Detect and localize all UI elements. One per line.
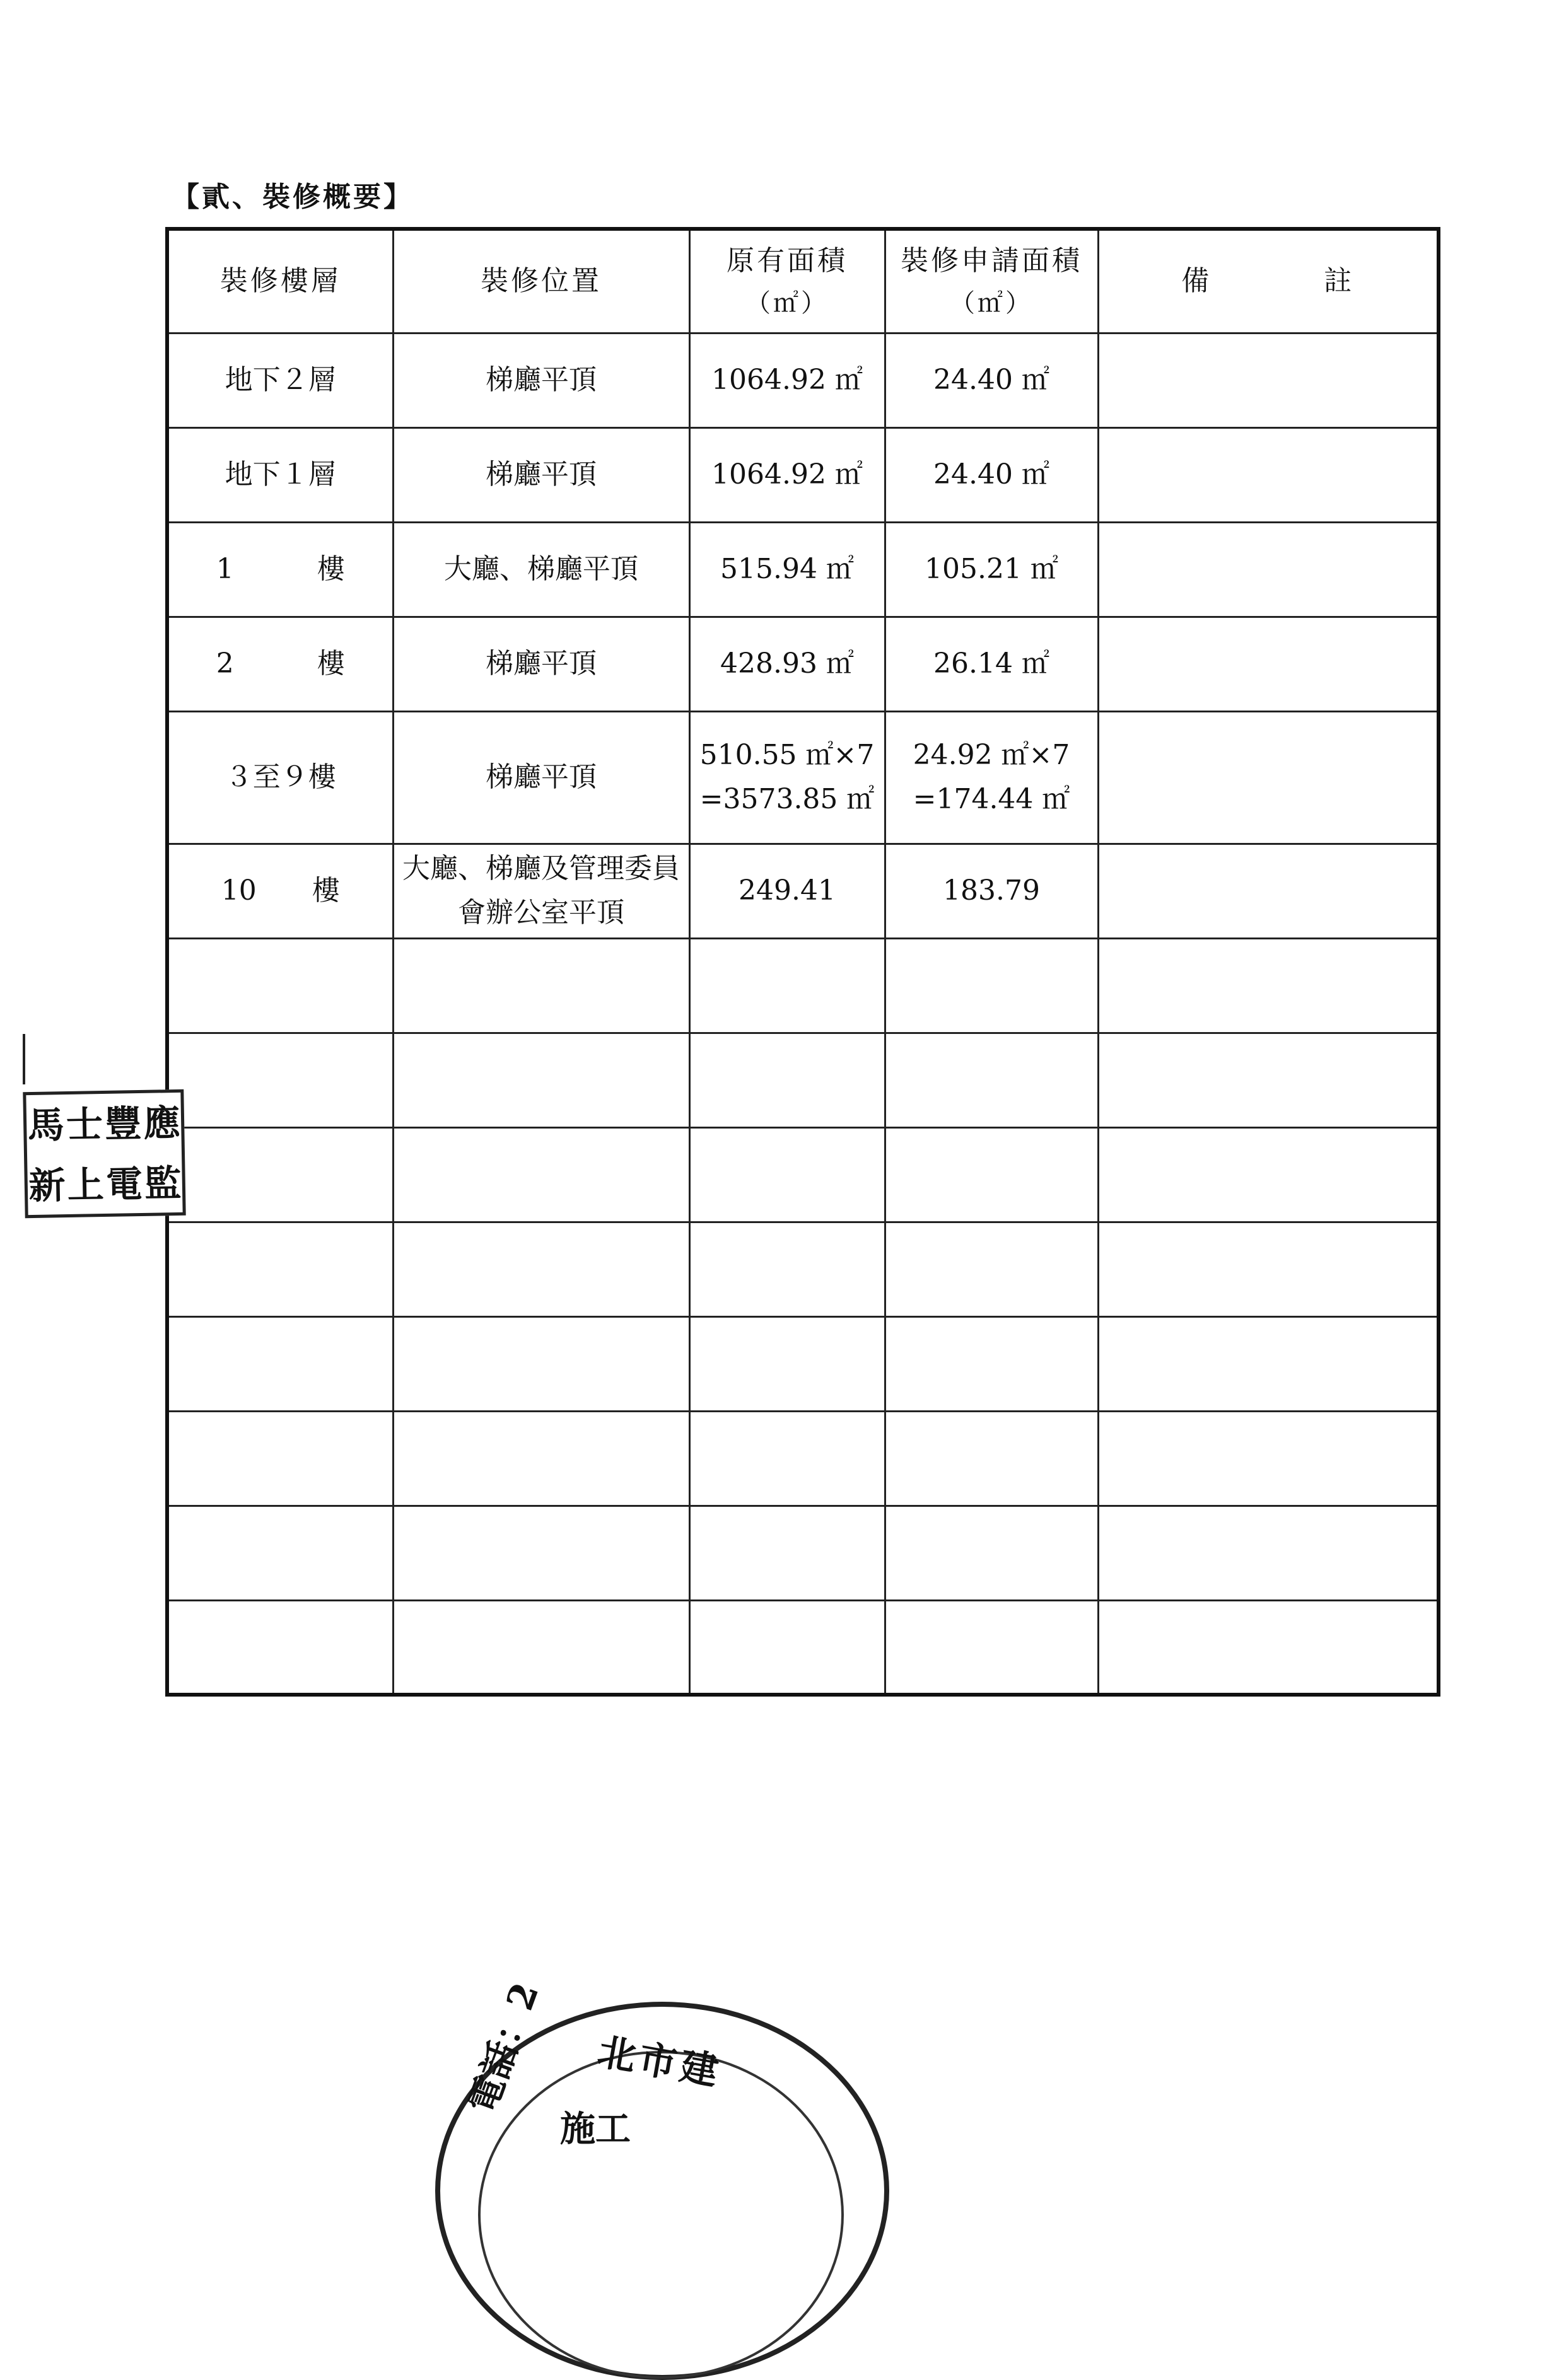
floor-cell xyxy=(167,617,393,711)
header-applied-area-label: 裝修申請面積 xyxy=(901,245,1082,277)
empty-cell xyxy=(689,938,885,1033)
empty-cell xyxy=(885,1506,1098,1600)
notes-cell xyxy=(1098,522,1439,617)
notes-cell xyxy=(1098,711,1439,844)
floor-cell xyxy=(167,522,393,617)
floor-cell xyxy=(167,333,393,427)
header-applied-area-unit: （㎡） xyxy=(950,289,1033,318)
original-area-cell-line-1: 428.93 ㎡ xyxy=(720,647,854,680)
empty-cell xyxy=(393,1127,689,1222)
round-stamp-agency: 北市建 xyxy=(594,2029,725,2095)
table-row xyxy=(167,844,1439,938)
empty-cell xyxy=(393,938,689,1033)
location-cell-line-1: 大廳、梯廳平頂 xyxy=(444,552,638,585)
floor-cell-line-1: 2 樓 xyxy=(216,647,345,680)
table-row xyxy=(167,333,1439,427)
applied-area-cell-line-1: 105.21 ㎡ xyxy=(925,552,1058,585)
empty-table-row xyxy=(167,1033,1439,1127)
empty-cell xyxy=(1098,938,1439,1033)
seal-char: 應 xyxy=(143,1101,181,1145)
empty-cell xyxy=(885,1600,1098,1695)
applied-area-cell xyxy=(885,711,1098,844)
official-round-stamp xyxy=(435,1977,889,2380)
header-original-area xyxy=(689,229,885,333)
empty-cell xyxy=(167,938,393,1033)
applied-area-cell-line-1: 24.92 ㎡×7 xyxy=(913,738,1070,771)
round-stamp-inner-ring xyxy=(478,2051,844,2379)
round-stamp-inner-text: 施工 xyxy=(560,2108,631,2150)
empty-cell xyxy=(1098,1033,1439,1127)
floor-cell-line-1: ３至９樓 xyxy=(225,760,336,793)
applied-area-cell xyxy=(885,617,1098,711)
location-cell-line-1: 梯廳平頂 xyxy=(486,363,597,396)
original-area-cell-line-1: 510.55 ㎡×7 xyxy=(699,738,875,771)
table-row xyxy=(167,522,1439,617)
applied-area-cell-line-1: 183.79 xyxy=(943,874,1040,907)
empty-cell xyxy=(1098,1127,1439,1222)
location-cell xyxy=(393,844,689,938)
original-area-cell-line-2: =3573.85 ㎡ xyxy=(699,783,875,815)
empty-table-row xyxy=(167,1316,1439,1411)
empty-cell xyxy=(885,1411,1098,1506)
empty-cell xyxy=(885,1222,1098,1316)
applied-area-cell-line-1: 24.40 ㎡ xyxy=(933,458,1049,491)
empty-table-row xyxy=(167,1127,1439,1222)
floor-cell-line-1: 1 樓 xyxy=(216,552,345,585)
seal-char: 電 xyxy=(105,1162,143,1206)
original-area-cell xyxy=(689,522,885,617)
empty-cell xyxy=(393,1316,689,1411)
empty-cell xyxy=(1098,1411,1439,1506)
original-area-cell xyxy=(689,427,885,522)
original-area-cell xyxy=(689,844,885,938)
seal-char: 監 xyxy=(144,1161,182,1205)
location-cell xyxy=(393,333,689,427)
floor-cell-line-1: 地下１層 xyxy=(225,458,336,491)
header-floor: 裝修樓層 xyxy=(167,229,393,333)
seal-char: 馬 xyxy=(27,1103,65,1147)
notes-cell xyxy=(1098,333,1439,427)
notes-cell xyxy=(1098,617,1439,711)
empty-cell xyxy=(885,938,1098,1033)
floor-cell xyxy=(167,711,393,844)
table-row xyxy=(167,711,1439,844)
applied-area-cell xyxy=(885,333,1098,427)
empty-cell xyxy=(167,1411,393,1506)
original-area-cell xyxy=(689,711,885,844)
empty-table-row xyxy=(167,938,1439,1033)
empty-cell xyxy=(393,1600,689,1695)
location-cell xyxy=(393,522,689,617)
location-cell-line-1: 大廳、梯廳及管理委員會辦公室平頂 xyxy=(402,852,680,929)
notes-cell xyxy=(1098,427,1439,522)
empty-cell xyxy=(689,1316,885,1411)
floor-cell xyxy=(167,844,393,938)
applied-area-cell-line-1: 26.14 ㎡ xyxy=(933,647,1049,680)
empty-cell xyxy=(1098,1506,1439,1600)
location-cell-line-1: 梯廳平頂 xyxy=(486,458,597,491)
applied-area-cell-line-1: 24.40 ㎡ xyxy=(933,363,1049,396)
empty-table-row xyxy=(167,1411,1439,1506)
empty-cell xyxy=(393,1033,689,1127)
original-area-cell-line-1: 1064.92 ㎡ xyxy=(711,458,863,491)
header-location: 裝修位置 xyxy=(393,229,689,333)
empty-cell xyxy=(1098,1222,1439,1316)
round-stamp-phone: 電話：2 xyxy=(460,1977,547,2119)
empty-table-row xyxy=(167,1222,1439,1316)
location-cell-line-1: 梯廳平頂 xyxy=(486,760,597,793)
seal-char: 豐 xyxy=(104,1101,142,1146)
empty-cell xyxy=(167,1127,393,1222)
empty-cell xyxy=(689,1600,885,1695)
empty-cell xyxy=(393,1222,689,1316)
empty-cell xyxy=(1098,1600,1439,1695)
stamp-edge-mark xyxy=(23,1034,25,1084)
empty-cell xyxy=(885,1033,1098,1127)
applied-area-cell xyxy=(885,427,1098,522)
empty-cell xyxy=(167,1033,393,1127)
original-area-cell-line-1: 515.94 ㎡ xyxy=(720,552,854,585)
floor-cell xyxy=(167,427,393,522)
architect-seal-stamp xyxy=(23,1089,185,1218)
empty-table-row xyxy=(167,1600,1439,1695)
empty-cell xyxy=(167,1600,393,1695)
table-body xyxy=(167,333,1439,1695)
empty-cell xyxy=(689,1033,885,1127)
section-title: 【貳、裝修概要】 xyxy=(172,181,414,213)
header-original-area-unit: （㎡） xyxy=(745,289,829,318)
header-notes: 備 註 xyxy=(1098,229,1439,333)
empty-cell xyxy=(1098,1316,1439,1411)
applied-area-cell xyxy=(885,844,1098,938)
original-area-cell xyxy=(689,617,885,711)
empty-cell xyxy=(167,1222,393,1316)
location-cell-line-1: 梯廳平頂 xyxy=(486,647,597,680)
header-applied-area xyxy=(885,229,1098,333)
original-area-cell-line-1: 249.41 xyxy=(739,874,836,907)
empty-cell xyxy=(393,1506,689,1600)
table-row xyxy=(167,617,1439,711)
seal-char: 新 xyxy=(28,1164,66,1208)
table-header-row xyxy=(167,229,1439,333)
applied-area-cell xyxy=(885,522,1098,617)
seal-char: 上 xyxy=(67,1163,105,1207)
location-cell xyxy=(393,617,689,711)
empty-table-row xyxy=(167,1506,1439,1600)
applied-area-cell-line-2: =174.44 ㎡ xyxy=(913,783,1070,815)
original-area-cell-line-1: 1064.92 ㎡ xyxy=(711,363,863,396)
renovation-summary-table xyxy=(165,227,1440,1697)
notes-cell xyxy=(1098,844,1439,938)
location-cell xyxy=(393,427,689,522)
header-original-area-label: 原有面積 xyxy=(727,245,848,277)
floor-cell-line-1: 10 樓 xyxy=(221,874,340,907)
original-area-cell xyxy=(689,333,885,427)
empty-cell xyxy=(689,1506,885,1600)
empty-cell xyxy=(167,1506,393,1600)
empty-cell xyxy=(393,1411,689,1506)
floor-cell-line-1: 地下２層 xyxy=(225,363,336,396)
empty-cell xyxy=(885,1127,1098,1222)
seal-char: 士 xyxy=(66,1103,103,1147)
empty-cell xyxy=(689,1222,885,1316)
empty-cell xyxy=(167,1316,393,1411)
empty-cell xyxy=(885,1316,1098,1411)
location-cell xyxy=(393,711,689,844)
table-row xyxy=(167,427,1439,522)
empty-cell xyxy=(689,1127,885,1222)
empty-cell xyxy=(689,1411,885,1506)
